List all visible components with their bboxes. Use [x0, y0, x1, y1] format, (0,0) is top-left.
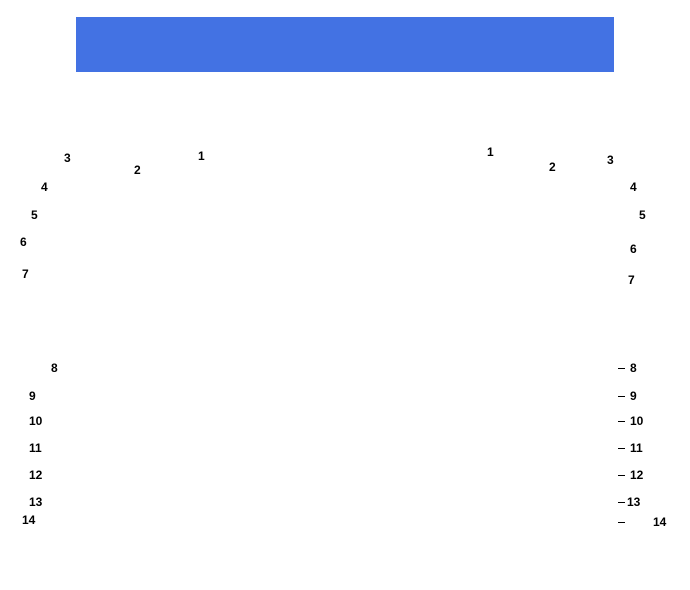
row-label-left: 12	[29, 468, 43, 482]
row-label-left: 6	[20, 235, 27, 249]
row-label-left: 14	[22, 513, 36, 527]
row-label-left: 9	[29, 389, 36, 403]
row-label-tick	[618, 396, 625, 397]
row-label-right: 14	[653, 515, 667, 529]
row-label-left: 4	[41, 180, 48, 194]
row-label-left: 7	[22, 267, 29, 281]
row-label-left: 5	[31, 208, 38, 222]
row-label-right: 6	[630, 242, 637, 256]
row-label-tick	[618, 368, 625, 369]
row-label-tick	[618, 475, 625, 476]
row-label-tick	[618, 502, 625, 503]
row-label-tick	[618, 421, 625, 422]
row-label-tick	[618, 448, 625, 449]
row-label-left: 13	[29, 495, 43, 509]
row-label-right: 10	[630, 414, 644, 428]
row-label-right: 4	[630, 180, 637, 194]
row-label-right: 12	[630, 468, 644, 482]
stage-block	[76, 17, 614, 72]
row-label-right: 1	[487, 145, 494, 159]
row-label-left: 3	[64, 151, 71, 165]
row-label-left: 10	[29, 414, 43, 428]
row-label-right: 2	[549, 160, 556, 174]
row-label-tick	[618, 522, 625, 523]
row-label-right: 3	[607, 153, 614, 167]
row-label-right: 5	[639, 208, 646, 222]
row-label-right: 13	[627, 495, 641, 509]
row-label-left: 2	[134, 163, 141, 177]
row-label-right: 9	[630, 389, 637, 403]
row-label-left: 1	[198, 149, 205, 163]
row-label-right: 11	[630, 441, 643, 455]
row-label-right: 8	[630, 361, 637, 375]
row-label-right: 7	[628, 273, 635, 287]
row-label-left: 8	[51, 361, 58, 375]
row-label-left: 11	[29, 441, 42, 455]
